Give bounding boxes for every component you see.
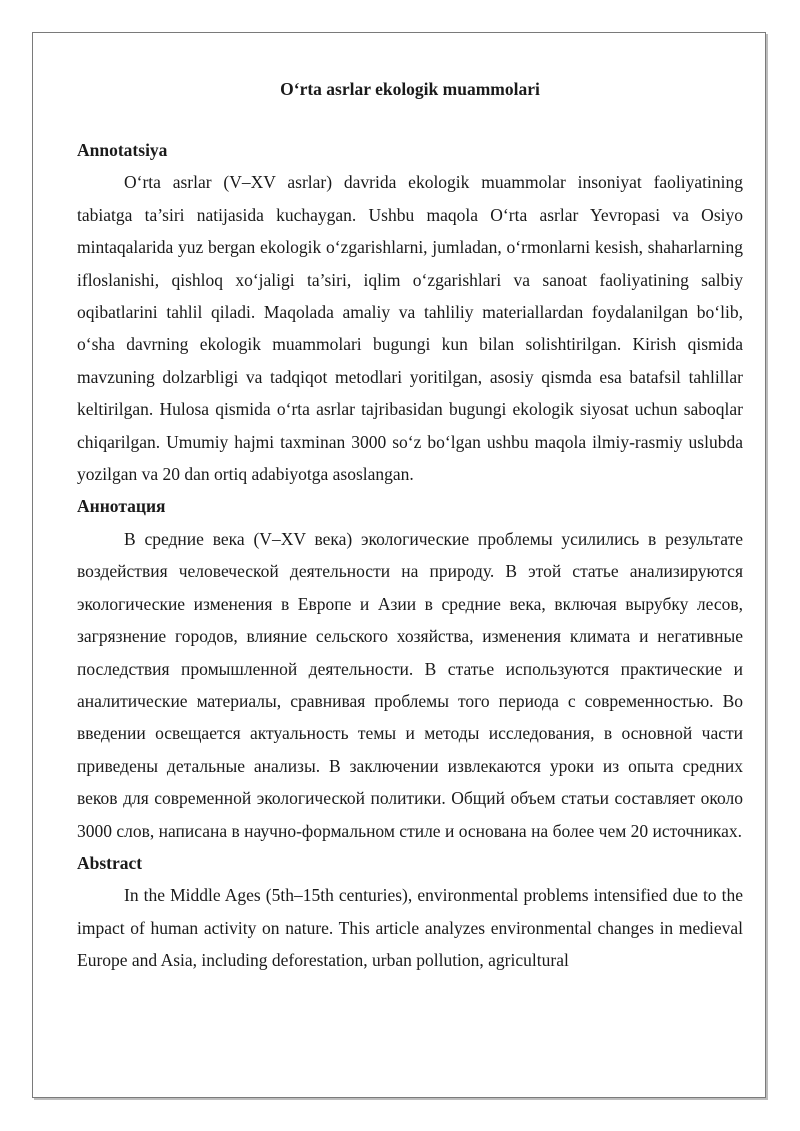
- document-title: O‘rta asrlar ekologik muammolari: [280, 79, 540, 99]
- page-content: [77, 73, 743, 977]
- abstract-paragraph-english: In the Middle Ages (5th–15th centuries), environmental problems intensified due to the impact of human activity on nature. This article analyzes environmental changes in medieval Europe and Asia, including deforestation, urban pollution, agricultural: [77, 885, 743, 971]
- section-heading-uzbek: Annotatsiya: [77, 140, 168, 160]
- abstract-paragraph-uzbek: O‘rta asrlar (V–XV asrlar) davrida ekologik muammolar insoniyat faoliyatining tabiatga ta’siri natijasida kuchaygan. Ushbu maqola O‘rta asrlar Yevropasi va Osiyo mintaqalarida yuz bergan ekologik o‘zgarishlarni, jumladan, o‘rmonlarni kesish, shaharlarning ifloslanishi, qishloq xo‘jaligi ta’siri, iqlim o‘zgarishlari va sanoat faoliyatining salbiy oqibatlarini tahlil qiladi. Maqolada amaliy va tahliliy materiallardan foydalanilgan bo‘lib, o‘sha davrning ekologik muammolari bugungi kun bilan solishtirilgan. Kirish qismida mavzuning dolzarbligi va tadqiqot metodlari yoritilgan, asosiy qismda esa batafsil tahlillar keltirilgan. Hulosa qismida o‘rta asrlar tajribasidan bugungi ekologik siyosat uchun saboqlar chiqarilgan. Umumiy hajmi taxminan 3000 so‘z bo‘lgan ushbu maqola ilmiy-rasmiy uslubda yozilgan va 20 dan ortiq adabiyotga asoslangan.: [77, 172, 743, 485]
- document-page: [32, 32, 766, 1098]
- abstract-paragraph-russian: В средние века (V–XV века) экологические проблемы усилились в результате воздействия человеческой деятельности на природу. В этой статье анализируются экологические изменения в Европе и Азии в средние века, включая вырубку лесов, загрязнение городов, влияние сельского хозяйства, изменения климата и негативные последствия промышленной деятельности. В статье используются практические и аналитические материалы, сравнивая проблемы того периода с современностью. Во введении освещается актуальность темы и методы исследования, в основной части приведены детальные анализы. В заключении извлекаются уроки из опыта средних веков для современной экологической политики. Общий объем статьи составляет около 3000 слов, написана в научно-формальном стиле и основана на более чем 20 источниках.: [77, 528, 743, 841]
- section-heading-russian: Аннотация: [77, 496, 166, 517]
- section-heading-english: Abstract: [77, 852, 143, 873]
